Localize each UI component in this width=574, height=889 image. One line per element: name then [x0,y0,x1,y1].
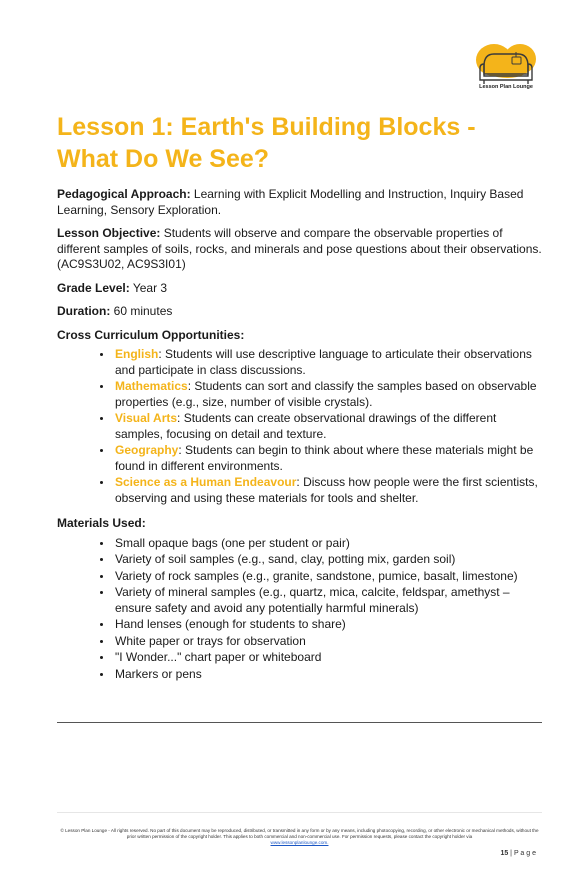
list-item: • Variety of soil samples (e.g., sand, clay, potting mix, garden soil) [113,552,545,568]
materials-list [57,536,545,683]
subject-name: Geography [115,443,179,457]
subject-name: Mathematics [115,379,188,393]
grade-level [57,281,545,297]
page-number [500,850,536,857]
cross-curriculum-list [57,347,545,506]
page-title: Lesson 1: Earth's Building Blocks - What Do We See? [57,113,476,173]
subject-description: : Students can sort and classify the samples based on observable properties (e.g., size, number of visible crystals). [115,379,537,409]
list-item [113,379,545,410]
subject-name: Visual Arts [115,411,178,425]
duration [57,304,545,320]
list-item [113,443,545,474]
footer-divider [57,812,542,813]
list-item: • Variety of mineral samples (e.g., quartz, mica, calcite, feldspar, amethyst – ensure safety and avoid any potentially harmful minerals) [113,585,545,616]
pedagogical-label: Pedagogical Approach: [57,187,191,201]
grade-label: Grade Level: [57,280,130,295]
list-item [113,475,545,506]
list-item: • "I Wonder..." chart paper or whiteboard [113,650,545,666]
footer-copyright [57,828,542,847]
duration-label: Duration: [57,304,111,318]
list-item: • Markers or pens [113,667,545,683]
objective-label: Lesson Objective: [57,226,161,240]
pedagogical-approach [57,187,545,218]
list-item: • White paper or trays for observation [113,634,545,650]
section-divider [57,722,542,723]
subject-name: English [115,347,159,361]
subject-description: : Students can create observational drawings of the different samples, focusing on detail and texture. [115,411,497,441]
subject-description: : Students will use descriptive language to articulate their observations and participate in class discussions. [115,347,532,377]
list-item [113,411,545,442]
objective-text: Students will observe and compare the observable properties of different samples of soils, rocks, and minerals and pose questions about their observations. (AC9S3U02, AC9S3I01) [57,226,542,271]
subject-name: Science as a Human Endeavour [115,475,297,489]
lesson-objective [57,226,545,273]
grade-text: Year 3 [129,280,168,295]
page-number-value: 15 [500,850,509,857]
list-item: • Variety of rock samples (e.g., granite, sandstone, pumice, basalt, limestone) [113,569,545,585]
website-link[interactable]: www.lessonplanlounge.com. [270,840,329,846]
list-item [113,347,545,378]
subject-description: : Discuss how people were the first scientists, observing and using these materials for tools and shelter. [115,475,538,505]
list-item: • Hand lenses (enough for students to share) [113,617,545,633]
cross-curriculum-heading: Cross Curriculum Opportunities: [57,327,245,342]
lesson-content [57,187,545,692]
logo-text: Lesson Plan Lounge [479,84,533,90]
duration-text: 60 minutes [110,304,173,318]
copyright-text: © Lesson Plan Lounge - All rights reserved. No part of this document may be reproduced, distributed, or transmitted in any form or by any means, including photocopying, recording, or other electronic or mechanical methods, without the prior written permission of the copyright holder. This applies to both commercial and non-commercial use. For permission requests, please contact the copyright holder via [60,828,539,840]
list-item: • Small opaque bags (one per student or pair) [113,536,545,552]
pedagogical-text: Learning with Explicit Modelling and Instruction, Inquiry Based Learning, Sensory Exploration. [57,187,524,217]
subject-description: : Students can begin to think about where these materials might be found in different environments. [115,443,534,473]
page-number-label: | P a g e [508,850,536,857]
materials-heading: Materials Used: [57,516,146,530]
